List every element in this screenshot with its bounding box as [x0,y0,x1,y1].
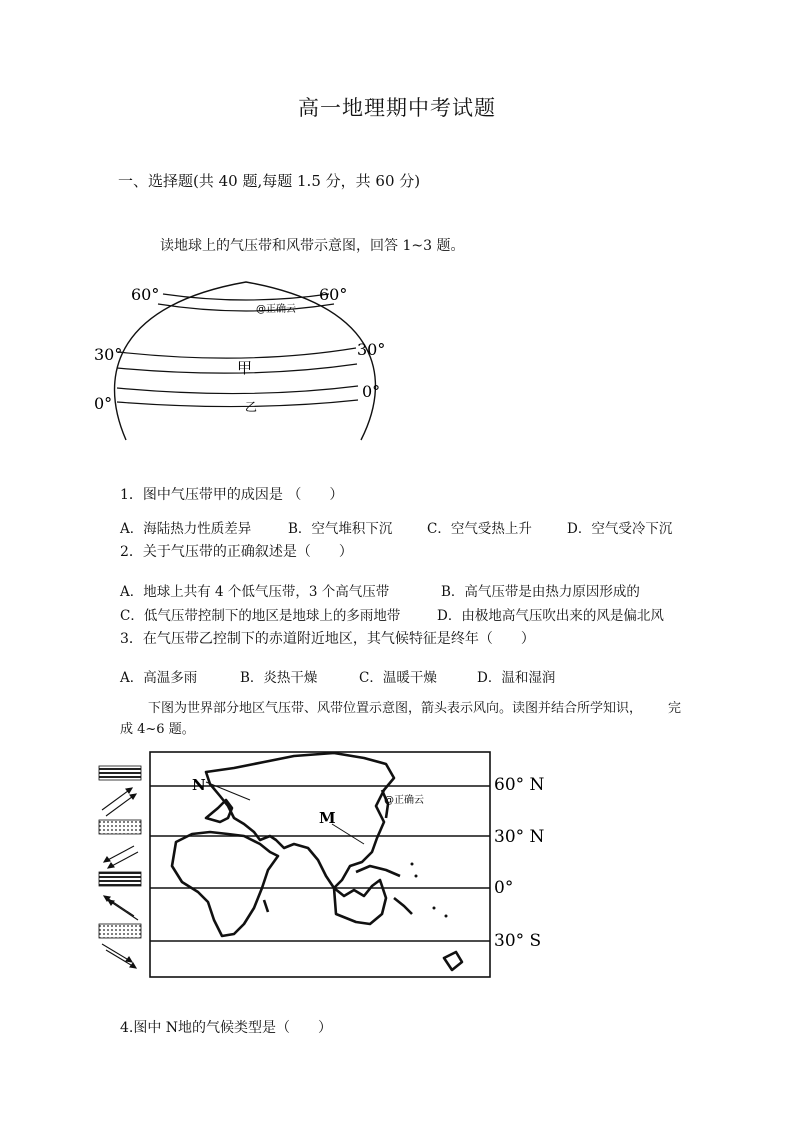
q2-option-d: D．由极地高气压吹出来的风是偏北风 [437,608,664,624]
intro-text-2-end: 完 [668,701,682,716]
belt-label-yi: 乙 [245,400,258,414]
legend-high-pressure [99,924,141,938]
q3-option-c: C．温暖干燥 [359,670,437,686]
q1-option-a: A．海陆热力性质差异 [120,521,252,537]
section-heading: 一、选择题(共 40 题,每题 1.5 分，共 60 分) [118,172,421,190]
lat-left-0: 0° [94,394,113,413]
lat-left-60: 60° [131,285,160,304]
lat-right-30: 30° [357,340,386,359]
lat-label-60n: 60° N [494,775,545,795]
q2-option-a: A．地球上共有 4 个低气压带，3 个高气压带 [120,584,390,600]
q2-stem: 2．关于气压带的正确叙述是（ ） [120,544,353,560]
legend-low-pressure [99,766,141,780]
point-label-m: M [319,809,336,827]
q1-option-c: C．空气受热上升 [427,521,532,537]
point-label-n: N [192,776,206,794]
lat-right-60: 60° [319,285,348,304]
watermark: @正确云 [384,795,424,806]
lat-label-30s: 30° S [494,931,542,951]
lat-label-30n: 30° N [494,827,545,847]
q2-option-b: B．高气压带是由热力原因形成的 [441,584,640,600]
q2-option-c: C．低气压带控制下的地区是地球上的多雨地带 [120,608,401,624]
q3-option-b: B．炎热干燥 [240,670,318,686]
intro-text-2-line1: 下图为世界部分地区气压带、风带位置示意图，箭头表示风向。读图并结合所学知识， [148,701,643,716]
legend-high-pressure [99,820,141,834]
q1-option-b: B．空气堆积下沉 [288,521,393,537]
belt-label-jia: 甲 [237,359,253,377]
q1-option-d: D．空气受冷下沉 [567,521,673,537]
q1-stem: 1．图中气压带甲的成因是 （ ） [120,487,344,503]
page-title: 高一地理期中考试题 [298,96,496,120]
lat-label-0: 0° [494,878,514,898]
q3-stem: 3．在气压带乙控制下的赤道附近地区，其气候特征是终年（ ） [120,631,535,647]
world-pressure-map [94,748,564,983]
q4-stem: 4.图中 N地的气候类型是（ ） [120,1020,333,1036]
watermark: @正确云 [256,304,296,315]
q3-option-a: A．高温多雨 [120,670,198,686]
q3-option-d: D．温和湿润 [477,670,556,686]
lat-left-30: 30° [94,345,123,364]
intro-text-2-line2: 成 4~6 题。 [120,722,195,737]
legend-low-pressure [99,872,141,886]
pressure-belt-diagram [86,276,406,446]
lat-right-0: 0° [362,382,381,401]
intro-text-1: 读地球上的气压带和风带示意图，回答 1~3 题。 [160,238,465,254]
